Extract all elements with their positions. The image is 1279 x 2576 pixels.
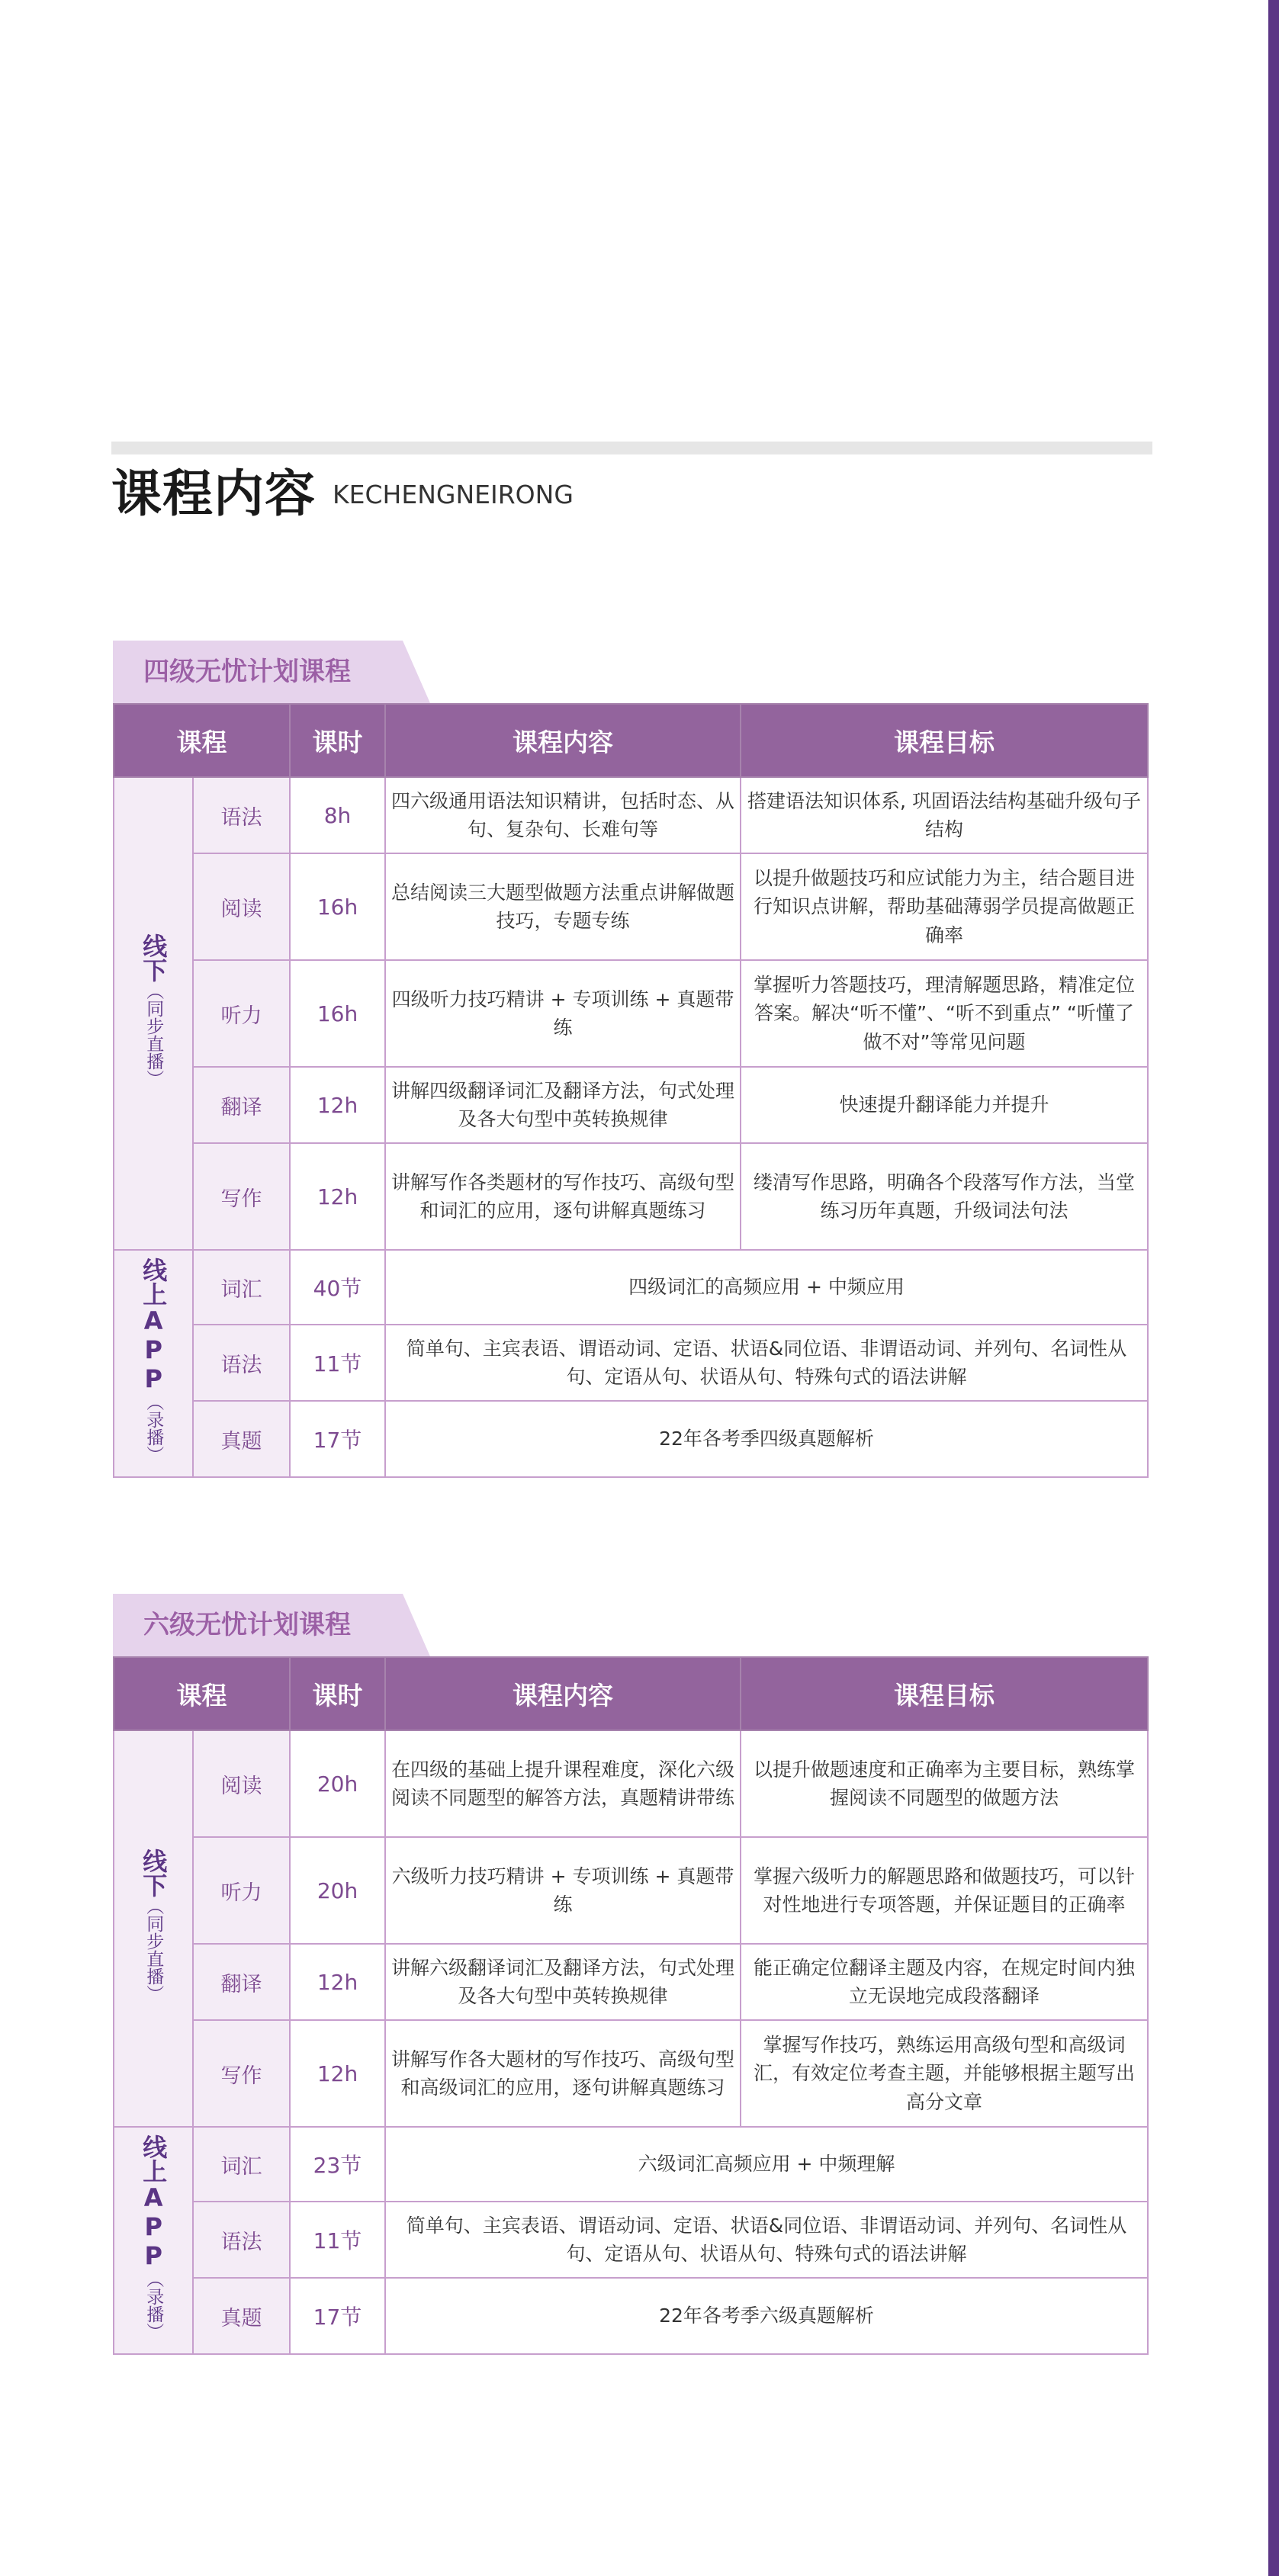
row-hours: 12h — [290, 1944, 385, 2020]
online-sublabel: （录播） — [143, 2270, 164, 2340]
offline-sublabel: （同步直播） — [143, 982, 164, 1087]
row-content: 六级听力技巧精讲 + 专项训练 + 真题带练 — [385, 1837, 741, 1944]
table-row — [114, 1250, 1148, 1325]
cet4-course-block — [113, 641, 1147, 1478]
online-label: 线上APP — [139, 2134, 169, 2270]
row-item: 真题 — [193, 2278, 290, 2354]
row-item: 词汇 — [193, 1250, 290, 1325]
row-item: 语法 — [193, 2202, 290, 2278]
table-row — [114, 853, 1148, 960]
row-goal: 掌握写作技巧，熟练运用高级句型和高级词汇，有效定位考查主题，并能够根据主题写出高分文章 — [741, 2020, 1148, 2127]
table-row — [114, 2020, 1148, 2127]
row-item: 语法 — [193, 777, 290, 853]
row-hours: 11节 — [290, 1325, 385, 1401]
row-goal: 掌握听力答题技巧，理清解题思路，精准定位答案。解决“听不懂”、“听不到重点” “听懂了做不对”等常见问题 — [741, 960, 1148, 1067]
row-item: 翻译 — [193, 1944, 290, 2020]
row-content: 22年各考季四级真题解析 — [385, 1401, 1148, 1477]
row-content: 四六级通用语法知识精讲，包括时态、从句、复杂句、长难句等 — [385, 777, 741, 853]
row-content: 四级听力技巧精讲 + 专项训练 + 真题带练 — [385, 960, 741, 1067]
table-row — [114, 1837, 1148, 1944]
row-hours: 17节 — [290, 2278, 385, 2354]
table-row — [114, 1944, 1148, 2020]
header-course: 课程 — [114, 1657, 290, 1730]
row-goal: 快速提升翻译能力并提升 — [741, 1067, 1148, 1143]
page-subtitle: KECHENGNEIRONG — [333, 480, 574, 509]
table-row — [114, 2278, 1148, 2354]
header-goal: 课程目标 — [741, 1657, 1148, 1730]
table-row — [114, 1143, 1148, 1250]
row-goal: 能正确定位翻译主题及内容，在规定时间内独立无误地完成段落翻译 — [741, 1944, 1148, 2020]
online-group-label — [114, 2127, 193, 2354]
table-row — [114, 960, 1148, 1067]
cet4-course-tab — [113, 641, 1147, 703]
row-hours: 11节 — [290, 2202, 385, 2278]
header-content: 课程内容 — [385, 1657, 741, 1730]
cet6-course-table — [113, 1656, 1149, 2355]
row-content: 总结阅读三大题型做题方法重点讲解做题技巧，专题专练 — [385, 853, 741, 960]
header-hours: 课时 — [290, 704, 385, 777]
row-item: 真题 — [193, 1401, 290, 1477]
row-item: 写作 — [193, 2020, 290, 2127]
row-item: 阅读 — [193, 1730, 290, 1837]
table-row — [114, 777, 1148, 853]
row-hours: 12h — [290, 1143, 385, 1250]
row-content: 讲解写作各类题材的写作技巧、高级句型和词汇的应用，逐句讲解真题练习 — [385, 1143, 741, 1250]
table-row — [114, 1401, 1148, 1477]
row-hours: 8h — [290, 777, 385, 853]
header-course: 课程 — [114, 704, 290, 777]
row-content: 六级词汇高频应用 + 中频理解 — [385, 2127, 1148, 2202]
row-hours: 40节 — [290, 1250, 385, 1325]
row-content: 讲解六级翻译词汇及翻译方法，句式处理及各大句型中英转换规律 — [385, 1944, 741, 2020]
online-group-label — [114, 1250, 193, 1477]
row-hours: 12h — [290, 1067, 385, 1143]
table-header-row — [114, 1657, 1148, 1730]
header-content: 课程内容 — [385, 704, 741, 777]
row-content: 简单句、主宾表语、谓语动词、定语、状语&同位语、非谓语动词、并列句、名词性从句、定语从句、状语从句、特殊句式的语法讲解 — [385, 2202, 1148, 2278]
cet4-course-table — [113, 703, 1149, 1478]
offline-label: 线下 — [139, 933, 169, 982]
row-goal: 以提升做题速度和正确率为主要目标，熟练掌握阅读不同题型的做题方法 — [741, 1730, 1148, 1837]
row-item: 翻译 — [193, 1067, 290, 1143]
row-goal: 以提升做题技巧和应试能力为主，结合题目进行知识点讲解，帮助基础薄弱学员提高做题正确率 — [741, 853, 1148, 960]
header-goal: 课程目标 — [741, 704, 1148, 777]
online-sublabel: （录播） — [143, 1393, 164, 1463]
table-row — [114, 2127, 1148, 2202]
cet4-course-title: 四级无忧计划课程 — [143, 657, 351, 687]
row-content: 简单句、主宾表语、谓语动词、定语、状语&同位语、非谓语动词、并列句、名词性从句、定语从句、状语从句、特殊句式的语法讲解 — [385, 1325, 1148, 1401]
table-header-row — [114, 704, 1148, 777]
row-content: 讲解写作各大题材的写作技巧、高级句型和高级词汇的应用，逐句讲解真题练习 — [385, 2020, 741, 2127]
row-hours: 20h — [290, 1730, 385, 1837]
header-hours: 课时 — [290, 1657, 385, 1730]
right-edge-bar — [1268, 0, 1279, 2576]
row-content: 讲解四级翻译词汇及翻译方法，句式处理及各大句型中英转换规律 — [385, 1067, 741, 1143]
offline-group-label — [114, 777, 193, 1250]
cet6-course-block — [113, 1594, 1147, 2355]
row-hours: 17节 — [290, 1401, 385, 1477]
row-content: 四级词汇的高频应用 + 中频应用 — [385, 1250, 1148, 1325]
section-heading — [111, 464, 574, 523]
offline-label: 线下 — [139, 1848, 169, 1897]
row-hours: 20h — [290, 1837, 385, 1944]
row-content: 在四级的基础上提升课程难度，深化六级阅读不同题型的解答方法，真题精讲带练 — [385, 1730, 741, 1837]
table-row — [114, 1730, 1148, 1837]
table-row — [114, 1325, 1148, 1401]
online-label: 线上APP — [139, 1257, 169, 1393]
row-item: 写作 — [193, 1143, 290, 1250]
row-content: 22年各考季六级真题解析 — [385, 2278, 1148, 2354]
page-title: 课程内容 — [111, 464, 316, 523]
row-hours: 12h — [290, 2020, 385, 2127]
cet6-course-title: 六级无忧计划课程 — [143, 1610, 351, 1640]
row-hours: 23节 — [290, 2127, 385, 2202]
row-item: 听力 — [193, 1837, 290, 1944]
row-goal: 掌握六级听力的解题思路和做题技巧，可以针对性地进行专项答题，并保证题目的正确率 — [741, 1837, 1148, 1944]
row-goal: 搭建语法知识体系, 巩固语法结构基础升级句子结构 — [741, 777, 1148, 853]
offline-group-label — [114, 1730, 193, 2127]
row-hours: 16h — [290, 853, 385, 960]
offline-sublabel: （同步直播） — [143, 1897, 164, 2003]
table-row — [114, 1067, 1148, 1143]
row-item: 听力 — [193, 960, 290, 1067]
row-item: 语法 — [193, 1325, 290, 1401]
row-hours: 16h — [290, 960, 385, 1067]
table-row — [114, 2202, 1148, 2278]
cet6-course-tab — [113, 1594, 1147, 1656]
row-goal: 缕清写作思路，明确各个段落写作方法，当堂练习历年真题，升级词法句法 — [741, 1143, 1148, 1250]
row-item: 阅读 — [193, 853, 290, 960]
row-item: 词汇 — [193, 2127, 290, 2202]
section-divider — [111, 442, 1152, 454]
